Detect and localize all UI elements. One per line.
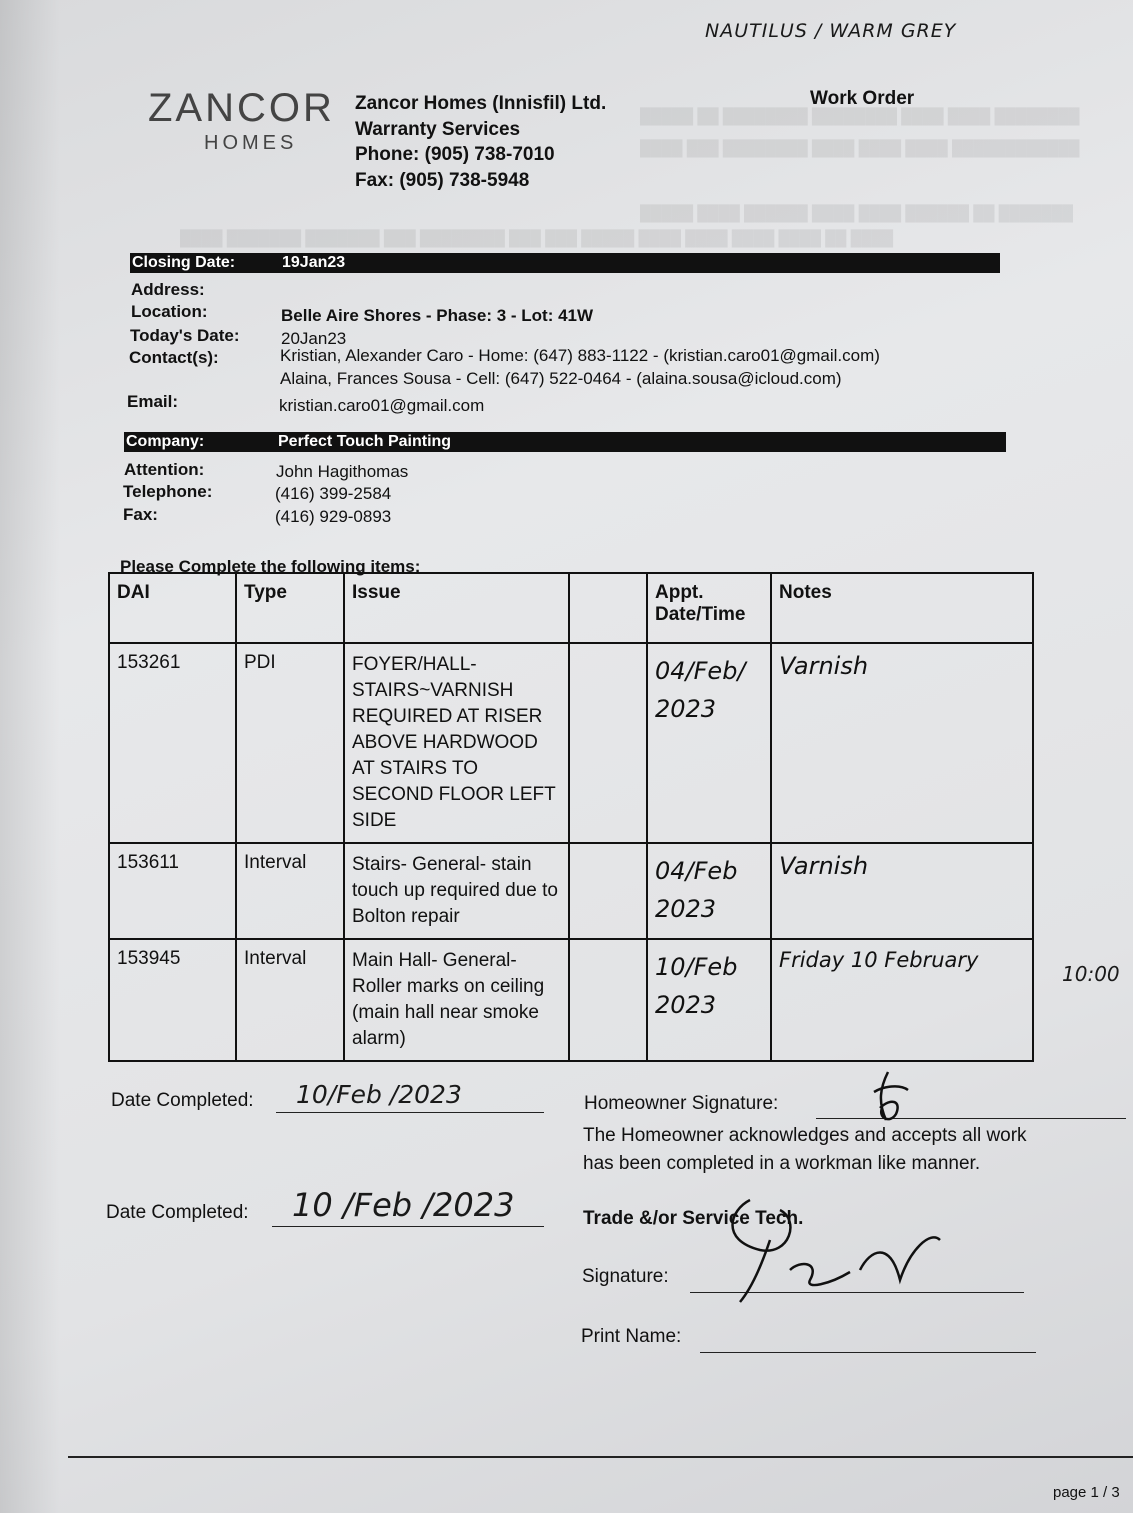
- table-row: [109, 643, 1033, 843]
- date-completed-line-2: [272, 1226, 544, 1227]
- row-blank: [569, 643, 647, 843]
- col-issue: Issue: [344, 573, 569, 643]
- todays-date-value: 20Jan23: [281, 329, 347, 348]
- margin-time-note: 10:00: [1062, 962, 1120, 986]
- col-dai: DAI: [109, 573, 236, 643]
- acknowledgement-line-1: The Homeowner acknowledges and accepts all work: [583, 1125, 1027, 1146]
- location-label: Location:: [131, 302, 208, 321]
- date-completed-value-1: 10/Feb /2023: [296, 1080, 462, 1109]
- zancor-logo: ZANCOR: [148, 86, 335, 130]
- row-notes: Friday 10 February: [771, 939, 1033, 1061]
- appt-year: 2023: [655, 991, 717, 1019]
- attention-value: John Hagithomas: [276, 462, 409, 481]
- col-blank: [569, 573, 647, 643]
- row-type: Interval: [236, 843, 344, 939]
- items-heading: Please Complete the following items:: [120, 557, 421, 576]
- company-bar: [124, 432, 1006, 452]
- paper-shadow: [0, 0, 60, 1513]
- row-blank: [569, 843, 647, 939]
- print-name-label: Print Name:: [581, 1326, 682, 1347]
- location-value: Belle Aire Shores - Phase: 3 - Lot: 41W: [281, 306, 594, 325]
- company-label: Company:: [126, 433, 205, 450]
- email-label: Email:: [127, 392, 179, 411]
- company-name: Zancor Homes (Innisfil) Ltd.: [355, 93, 607, 114]
- date-completed-line-1: [276, 1112, 544, 1113]
- company-dept: Warranty Services: [355, 119, 521, 140]
- row-blank: [569, 939, 647, 1061]
- col-appt: Appt. Date/Time: [647, 573, 771, 643]
- acknowledgement-line-2: has been completed in a workman like manner.: [583, 1153, 981, 1174]
- row-appt: [647, 939, 771, 1061]
- row-dai: 153945: [109, 939, 236, 1061]
- trade-tech-label: Trade &/or Service Tech.: [583, 1208, 804, 1229]
- contacts-label: Contact(s):: [129, 348, 219, 367]
- company-fax: Fax: (905) 738-5948: [355, 170, 530, 191]
- row-issue: FOYER/HALL-STAIRS~VARNISH REQUIRED AT RISER ABOVE HARDWOOD AT STAIRS TO SECOND FLOOR LEFT SIDE: [344, 643, 569, 843]
- row-issue: Main Hall- General- Roller marks on ceiling (main hall near smoke alarm): [344, 939, 569, 1061]
- handwritten-color-note: NAUTILUS / WARM GREY: [705, 20, 957, 42]
- zancor-logo-sub: HOMES: [204, 132, 298, 154]
- col-notes: Notes: [771, 573, 1033, 643]
- print-name-line: [700, 1352, 1036, 1353]
- address-label: Address:: [131, 280, 205, 299]
- attention-label: Attention:: [124, 460, 205, 479]
- contact-2: Alaina, Frances Sousa - Cell: (647) 522-0464 - (alaina.sousa@icloud.com): [280, 369, 842, 388]
- closing-date-label: Closing Date:: [132, 254, 236, 271]
- appt-year: 2023: [655, 895, 717, 923]
- appt-year: 2023: [655, 695, 717, 723]
- table-header-row: [109, 573, 1033, 643]
- table-row: [109, 939, 1033, 1061]
- col-type: Type: [236, 573, 344, 643]
- todays-date-label: Today's Date:: [130, 326, 240, 345]
- show-through-text: ████ ██ ████ ████ ████ ████ █████ ███ ███ ████████ ███ ███████ ███████ ████: [180, 230, 894, 247]
- tech-signature-mark: [700, 1180, 960, 1310]
- closing-date-value: 19Jan23: [282, 254, 346, 271]
- appt-date: 04/Feb: [655, 857, 738, 885]
- email-value: kristian.caro01@gmail.com: [279, 396, 485, 415]
- doc-title: Work Order: [810, 88, 915, 109]
- row-notes: Varnish: [771, 643, 1033, 843]
- date-completed-value-2: 10 /Feb /2023: [292, 1186, 515, 1224]
- homeowner-signature-mark: [860, 1068, 920, 1128]
- page-number: page 1 / 3: [1053, 1484, 1120, 1501]
- row-issue: Stairs- General- stain touch up required due to Bolton repair: [344, 843, 569, 939]
- appt-date: 04/Feb/: [655, 657, 746, 685]
- table-row: [109, 843, 1033, 939]
- contact-1: Kristian, Alexander Caro - Home: (647) 883-1122 - (kristian.caro01@gmail.com): [280, 346, 880, 365]
- telephone-label: Telephone:: [123, 482, 213, 501]
- row-notes: Varnish: [771, 843, 1033, 939]
- row-appt: [647, 843, 771, 939]
- date-completed-label-2: Date Completed:: [106, 1202, 249, 1223]
- signature-label: Signature:: [582, 1266, 669, 1287]
- row-dai: 153611: [109, 843, 236, 939]
- appt-date: 10/Feb: [655, 953, 738, 981]
- row-appt: [647, 643, 771, 843]
- row-dai: 153261: [109, 643, 236, 843]
- fax-value: (416) 929-0893: [275, 507, 392, 526]
- company-phone: Phone: (905) 738-7010: [355, 144, 555, 165]
- company-value: Perfect Touch Painting: [278, 433, 452, 450]
- work-items-table: [108, 572, 1034, 1062]
- row-type: PDI: [236, 643, 344, 843]
- homeowner-signature-label: Homeowner Signature:: [584, 1093, 779, 1114]
- fax-label: Fax:: [123, 505, 158, 524]
- page-footer-rule: [68, 1456, 1133, 1458]
- row-type: Interval: [236, 939, 344, 1061]
- show-through-text: ████████ ████ ████ ████████ ████████ ██ █████: [640, 108, 1080, 125]
- show-through-text: ███████ ██ ██████ ████ ████ ██████ ████ █████: [640, 205, 1074, 222]
- closing-date-bar: [130, 253, 1000, 273]
- date-completed-label-1: Date Completed:: [111, 1090, 254, 1111]
- show-through-text: ████████████ ████ ████ ████ ████████ ███ ████: [640, 140, 1080, 157]
- telephone-value: (416) 399-2584: [275, 484, 392, 503]
